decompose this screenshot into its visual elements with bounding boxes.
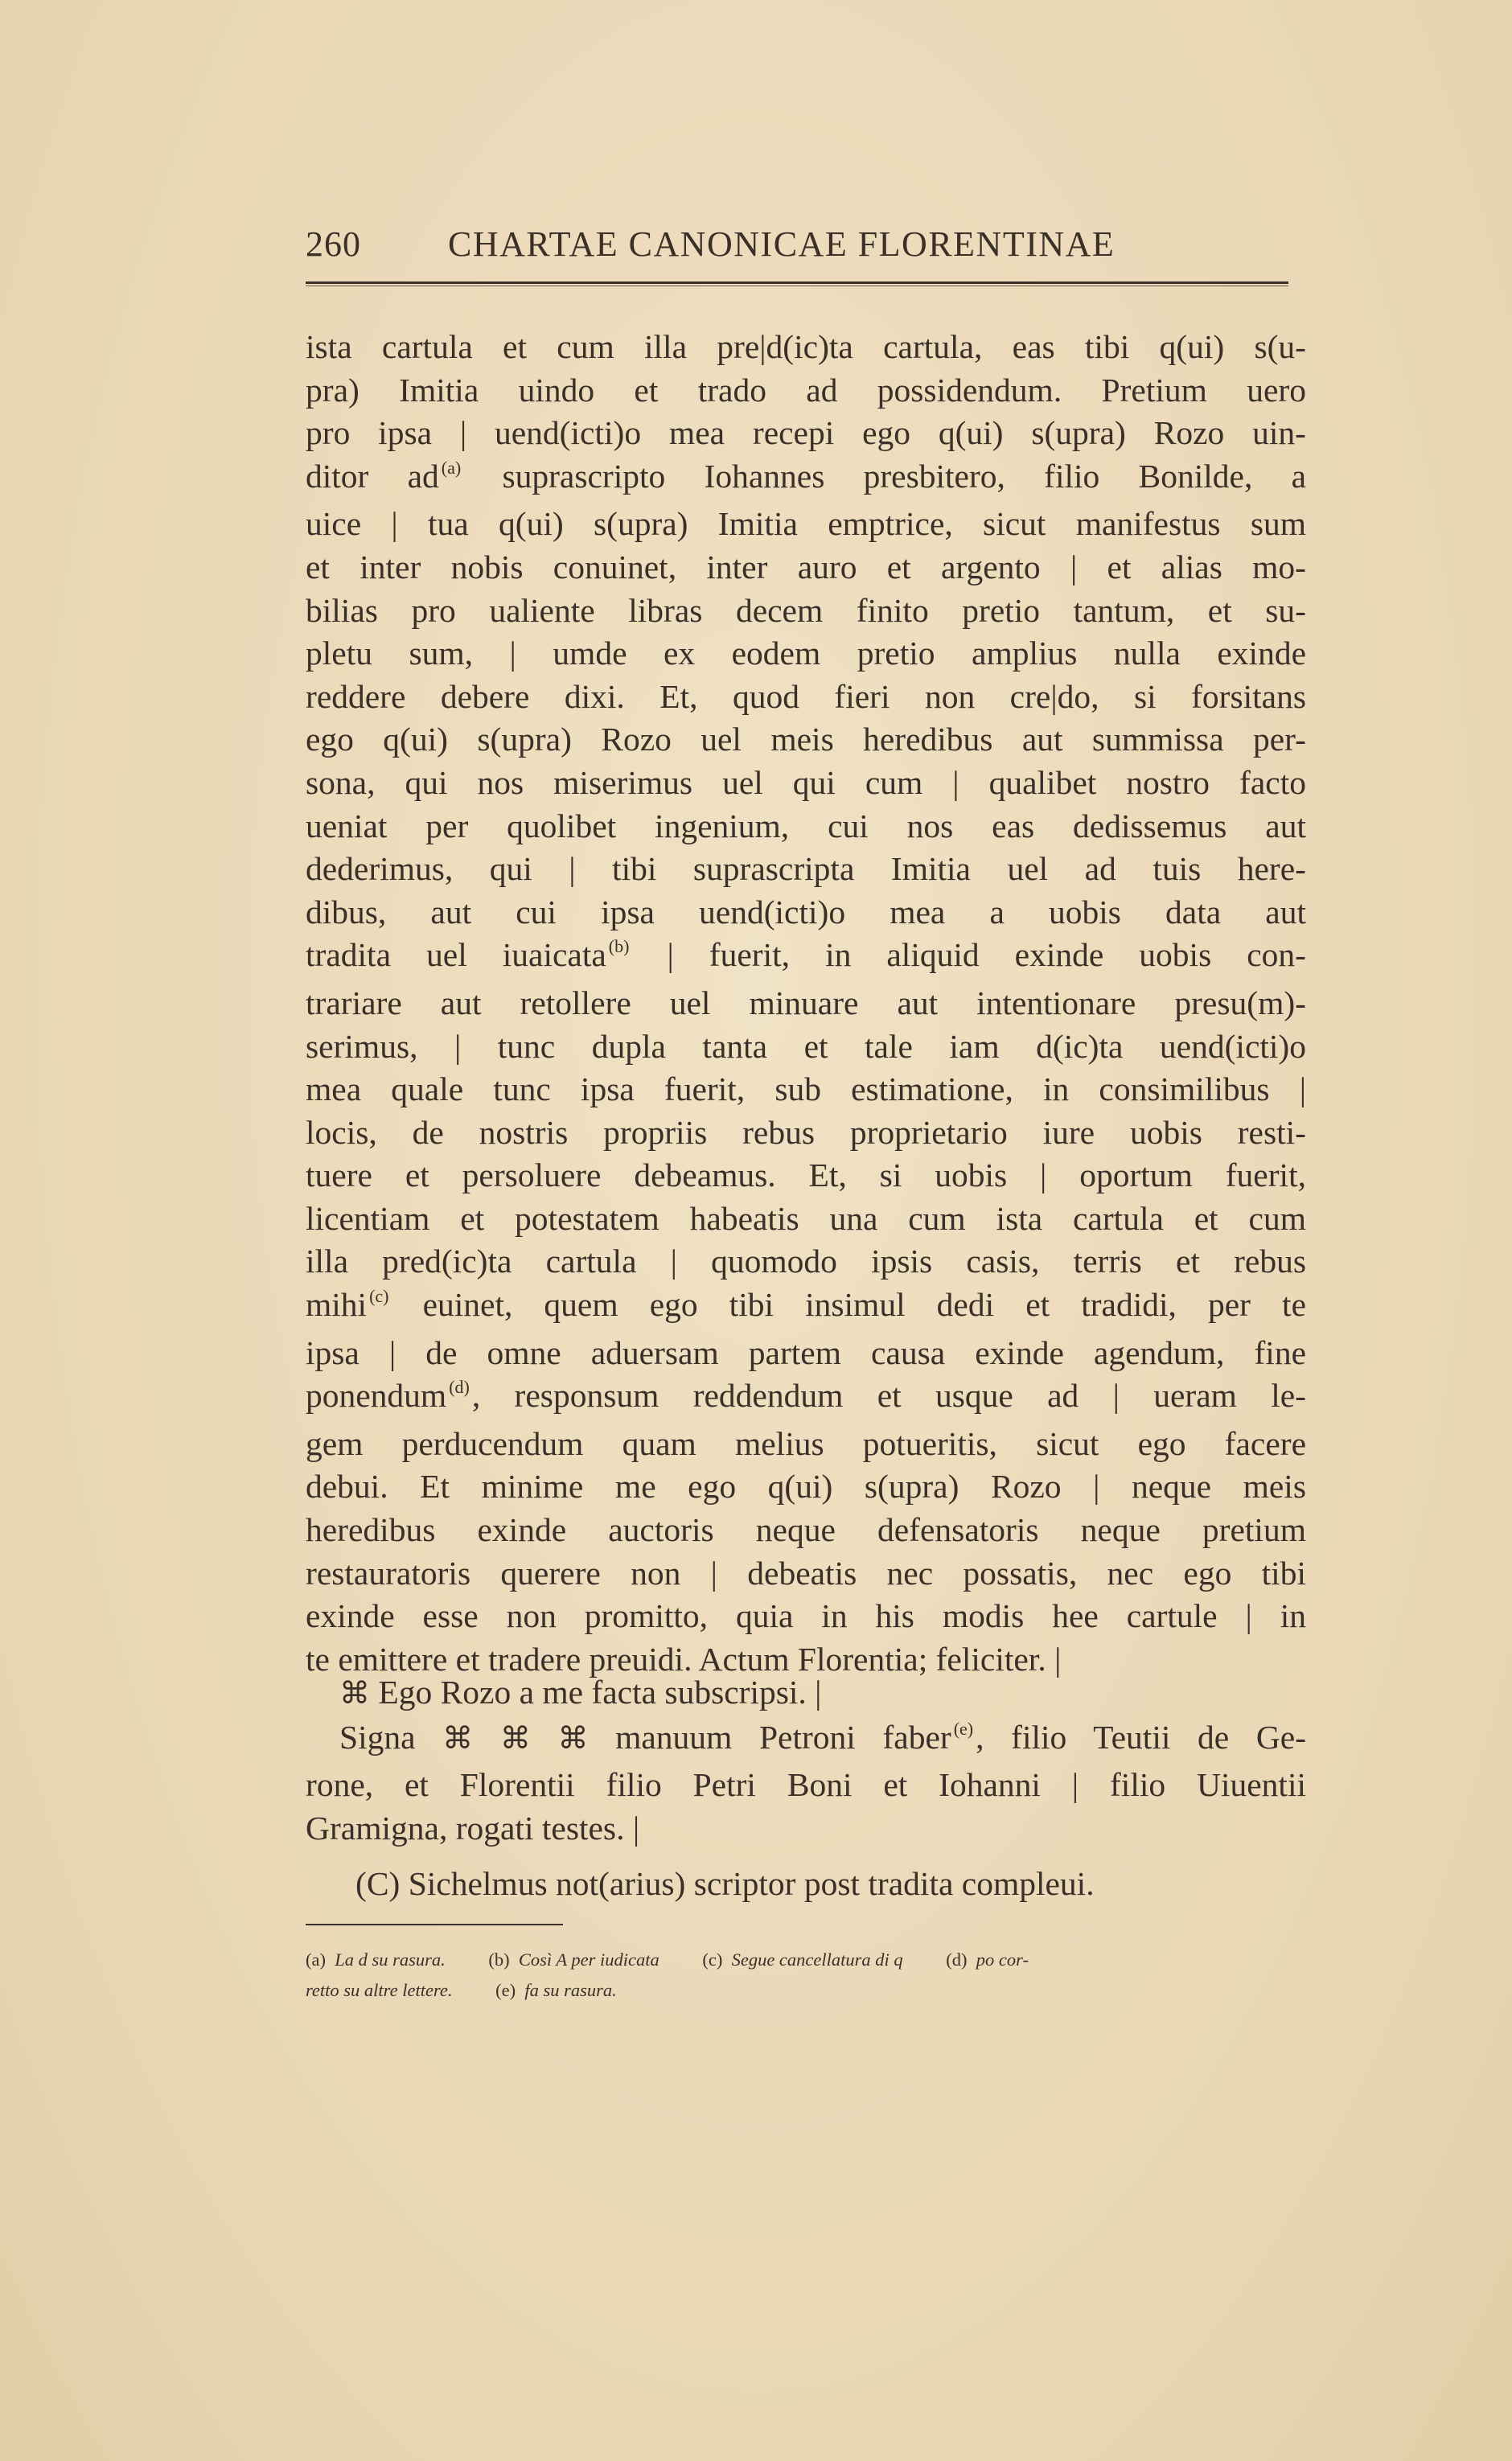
cross-icon: ⌘ bbox=[442, 1721, 474, 1756]
text-segment: illa pred(ic)ta cartula | quomodo ipsis casis, terris et rebus bbox=[306, 1243, 1306, 1280]
text-line bbox=[306, 1284, 1306, 1332]
text-segment: locis, de nostris propriis rebus proprietario iure uobis resti- bbox=[306, 1113, 1306, 1151]
witness-line bbox=[306, 1716, 1306, 1765]
text-segment: tuere et persoluere debeamus. Et, si uobis | oportum fuerit, bbox=[306, 1157, 1306, 1194]
text-segment: dederimus, qui | tibi suprascripta Imitia uel ad tuis here- bbox=[306, 850, 1306, 888]
footnote-marker: (e) bbox=[953, 1718, 974, 1739]
running-title: CHARTAE CANONICAE FLORENTINAE bbox=[448, 224, 1116, 264]
text-segment: ueniat per quolibet ingenium, cui nos eas dedissemus aut bbox=[306, 807, 1306, 844]
text-line bbox=[306, 1240, 1306, 1284]
text-segment: sona, qui nos miserimus uel qui cum | qualibet nostro facto bbox=[306, 763, 1306, 801]
notary-subscription: (C) Sichelmus not(arius) scriptor post tradita compleui. bbox=[355, 1865, 1095, 1902]
text-segment: te emittere et tradere preuidi. Actum Florentia; feliciter. | bbox=[306, 1640, 1062, 1678]
footnote-marker: (c) bbox=[369, 1286, 389, 1307]
text-segment: bilias pro ualiente libras decem finito pretio tantum, et su- bbox=[306, 591, 1306, 629]
witness-text: manuum Petroni faber bbox=[615, 1718, 951, 1756]
text-line bbox=[306, 369, 1306, 413]
text-segment: debui. Et minime me ego q(ui) s(upra) Rozo | neque meis bbox=[306, 1468, 1306, 1506]
text-segment: trariare aut retollere uel minuare aut intentionare presu(m)- bbox=[306, 984, 1306, 1021]
text-segment: , responsum reddendum et usque ad | ueram le- bbox=[471, 1377, 1306, 1415]
text-line bbox=[306, 546, 1306, 590]
text-line bbox=[306, 455, 1306, 503]
text-segment: mea quale tunc ipsa fuerit, sub estimatione, in consimilibus | bbox=[306, 1070, 1306, 1108]
footnote-line bbox=[306, 1975, 1306, 2006]
footnote-d-cont: retto su altre lettere. bbox=[306, 1980, 453, 2000]
text-line bbox=[306, 632, 1306, 676]
text-line bbox=[306, 1552, 1306, 1596]
text-line bbox=[306, 1198, 1306, 1241]
signatures-block bbox=[306, 1671, 1306, 1850]
text-line bbox=[306, 718, 1306, 762]
text-segment: serimus, | tunc dupla tanta et tale iam d(ic)ta uend(icti)o bbox=[306, 1027, 1306, 1065]
text-segment: ego q(ui) s(upra) Rozo uel meis heredibus aut summissa per- bbox=[306, 721, 1306, 758]
text-line bbox=[306, 934, 1306, 982]
text-segment: licentiam et potestatem habeatis una cum ista cartula et cum bbox=[306, 1199, 1306, 1237]
text-segment: et inter nobis conuinet, inter auro et argento | et alias mo- bbox=[306, 548, 1306, 585]
footnote-c: (c) Segue cancellatura di q bbox=[702, 1949, 903, 1970]
text-segment: pletu sum, | umde ex eodem pretio amplius nulla exinde bbox=[306, 635, 1306, 672]
text-line bbox=[306, 762, 1306, 805]
text-segment: ipsa | de omne aduersam partem causa exinde agendum, fine bbox=[306, 1333, 1306, 1371]
text-segment: ditor ad bbox=[306, 457, 439, 495]
text-line bbox=[306, 1509, 1306, 1552]
text-segment: dibus, aut cui ipsa uend(icti)o mea a uobis data aut bbox=[306, 893, 1306, 931]
text-segment: pro ipsa | uend(icti)o mea recepi ego q(ui) s(upra) Rozo uin- bbox=[306, 414, 1306, 452]
text-segment: gem perducendum quam melius potueritis, sicut ego facere bbox=[306, 1424, 1306, 1462]
text-line bbox=[306, 1025, 1306, 1069]
text-line bbox=[306, 1068, 1306, 1111]
text-line bbox=[306, 1595, 1306, 1638]
text-line bbox=[306, 848, 1306, 891]
footnote-line bbox=[306, 1945, 1306, 1975]
text-segment: uice | tua q(ui) s(upra) Imitia emptrice, sicut manifestus sum bbox=[306, 505, 1306, 543]
cross-icon: ⌘ bbox=[339, 1677, 370, 1711]
footnote-marker: (d) bbox=[449, 1377, 470, 1398]
text-line bbox=[306, 982, 1306, 1025]
witness-text: Signa bbox=[339, 1718, 416, 1756]
footnote-b: (b) Così A per iudicata bbox=[488, 1949, 659, 1970]
text-line bbox=[306, 891, 1306, 935]
text-line bbox=[306, 1465, 1306, 1509]
footnote-d: (d) po cor- bbox=[946, 1949, 1029, 1970]
text-line bbox=[306, 1154, 1306, 1198]
footnote-a: (a) La d su rasura. bbox=[306, 1949, 446, 1970]
text-line bbox=[306, 805, 1306, 848]
text-segment: tradita uel iuaicata bbox=[306, 936, 606, 974]
text-line bbox=[306, 412, 1306, 455]
text-line bbox=[306, 1423, 1306, 1466]
text-segment: reddere debere dixi. Et, quod fieri non cre|do, si forsitans bbox=[306, 677, 1306, 715]
header-rule bbox=[306, 281, 1288, 284]
footnote-e: (e) fa su rasura. bbox=[495, 1980, 617, 2000]
witness-line: rone, et Florentii filio Petri Boni et Iohanni | filio Uiuentii bbox=[306, 1766, 1306, 1804]
charter-text bbox=[306, 326, 1306, 1681]
text-segment: mihi bbox=[306, 1286, 368, 1324]
text-segment: ista cartula et cum illa pre|d(ic)ta cartula, eas tibi q(ui) s(u- bbox=[306, 328, 1306, 365]
text-segment: ponendum bbox=[306, 1377, 447, 1415]
footnote-marker: (a) bbox=[441, 457, 462, 478]
text-line bbox=[306, 326, 1306, 369]
page-header bbox=[306, 224, 1288, 272]
witness-line: Gramigna, rogati testes. | bbox=[306, 1809, 640, 1847]
footnote-marker: (b) bbox=[608, 936, 630, 957]
signature-line bbox=[306, 1671, 1306, 1716]
text-segment: exinde esse non promitto, quia in his modis hee cartule | in bbox=[306, 1597, 1306, 1635]
text-segment: pra) Imitia uindo et trado ad possidendum. Pretium uero bbox=[306, 371, 1306, 409]
text-line bbox=[306, 1374, 1306, 1423]
page-number: 260 bbox=[306, 224, 361, 264]
text-line bbox=[306, 1111, 1306, 1155]
text-line bbox=[306, 590, 1306, 633]
cross-icon: ⌘ bbox=[499, 1721, 531, 1756]
text-line bbox=[306, 676, 1306, 719]
text-line bbox=[306, 503, 1306, 546]
footnotes bbox=[306, 1945, 1306, 2006]
footnote-rule bbox=[306, 1924, 563, 1925]
witness-text: , filio Teutii de Ge- bbox=[976, 1718, 1307, 1756]
signature-text: Ego Rozo a me facta subscripsi. | bbox=[378, 1674, 822, 1711]
text-line bbox=[306, 1332, 1306, 1375]
cross-icon: ⌘ bbox=[557, 1721, 589, 1756]
text-segment: heredibus exinde auctoris neque defensatoris neque pretium bbox=[306, 1511, 1306, 1549]
text-segment: | fuerit, in aliquid exinde uobis con- bbox=[631, 936, 1307, 974]
text-segment: suprascripto Iohannes presbitero, filio Bonilde, a bbox=[463, 457, 1306, 495]
text-segment: euinet, quem ego tibi insimul dedi et tradidi, per te bbox=[391, 1286, 1306, 1324]
text-segment: restauratoris querere non | debeatis nec possatis, nec ego tibi bbox=[306, 1554, 1306, 1592]
